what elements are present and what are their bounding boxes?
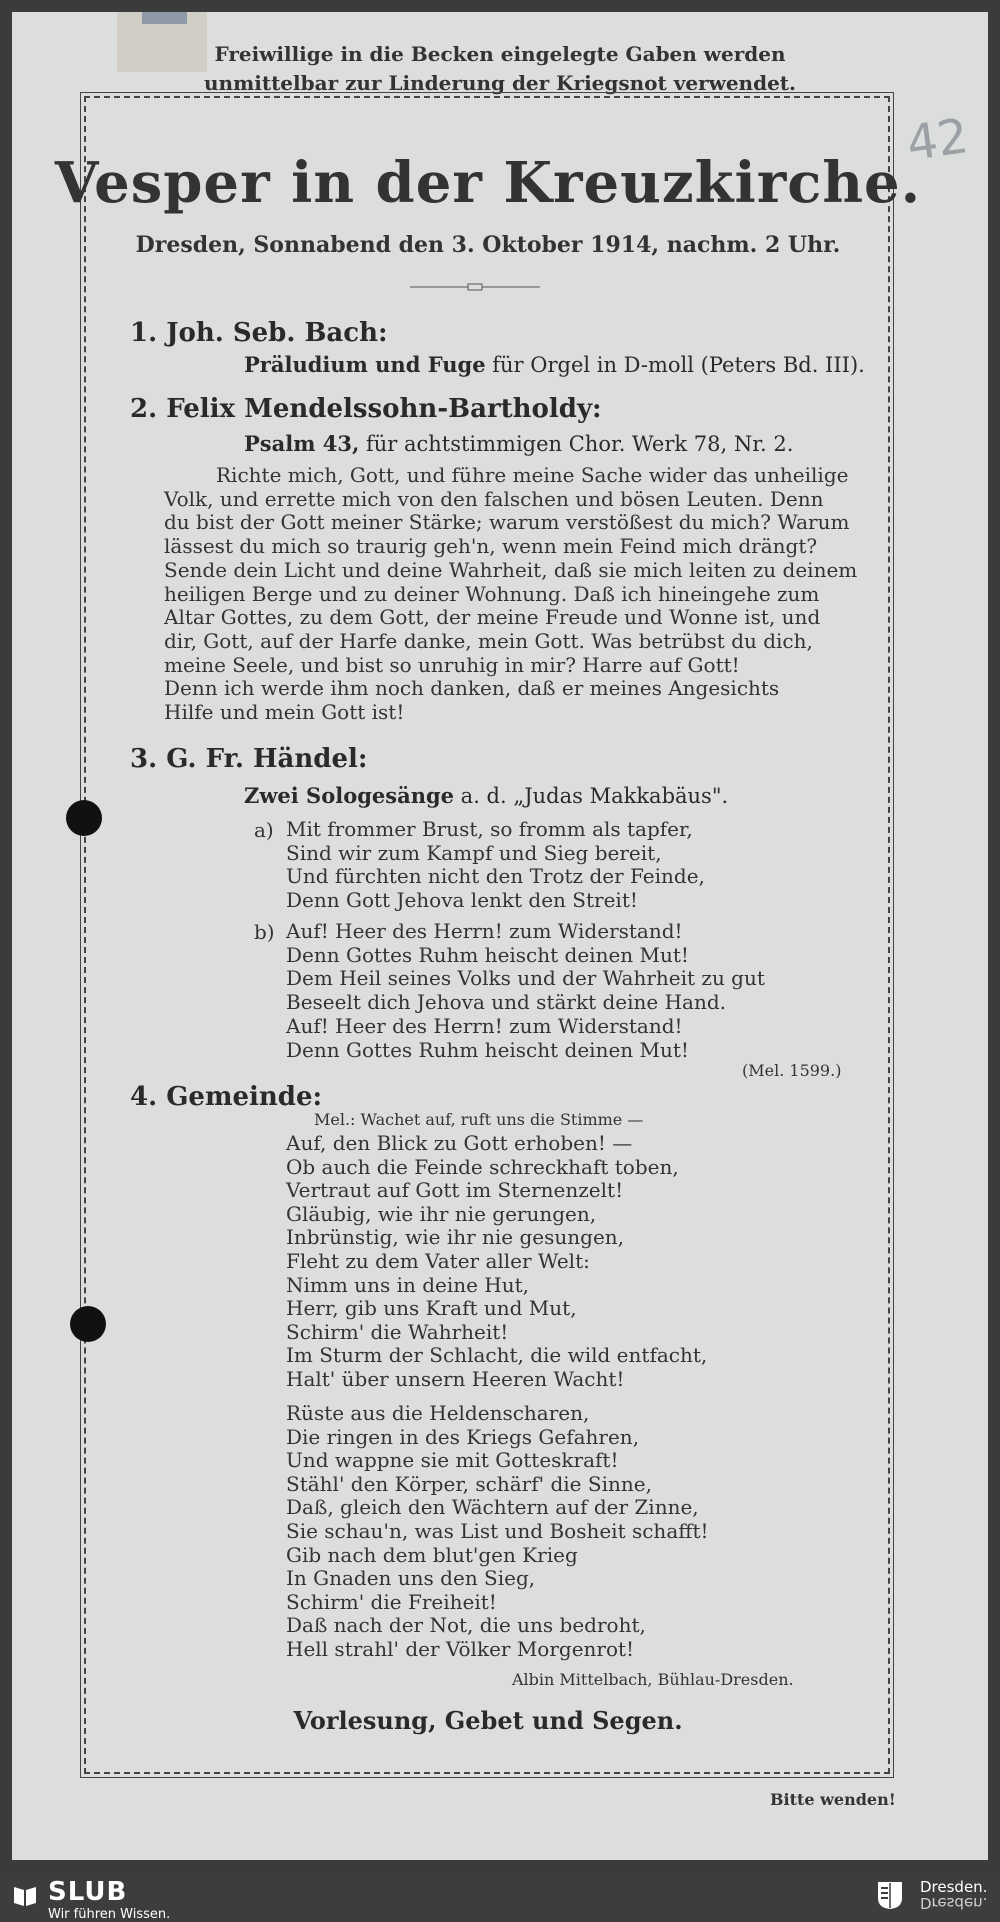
verse-b-label: b) (254, 920, 275, 944)
tape-label (142, 12, 187, 24)
melody-number: (Mel. 1599.) (742, 1061, 842, 1080)
psalm-text: Richte mich, Gott, und führe meine Sache wider das unheilige Volk, und errette mich von den falschen und bösen Leuten. Denn du bist der Gott meiner Stärke; warum verstößest du mich? Warum lässest du mich so traurig geh'n, wenn mein Feind mich drängt? Sende dein Licht und deine Wahrheit, daß sie mich leiten zu deinem heiligen Berge und zu deiner Wohnung. Daß ich hineingehe zum Altar Gottes, zu dem Gott, der meine Freude und Wonne ist, und dir, Gott, auf der Harfe danke, mein Gott. Was betrübst du dich, meine Seele, und bist so unruhig in mir? Harre auf Gott! Denn ich werde ihm noch danken, daß er meines Angesichts Hilfe und mein Gott ist! (164, 463, 858, 725)
page-title: Vesper in der Kreuzkirche. (54, 150, 922, 216)
item-4-heading: 4. Gemeinde: (130, 1082, 323, 1112)
hymn-stanza-1: Auf, den Blick zu Gott erhoben! — Ob auch die Feinde schreckhaft toben, Vertraut auf Gott im Sternenzelt! Gläubig, wie ihr nie gerungen, Inbrünstig, wie ihr nie gesungen, Fleht zu dem Vater aller Welt: Nimm uns in deine Hut, Herr, gib uns Kraft und Mut, Schirm' die Wahrheit! Im Sturm der Schlacht, die wild entfacht, Halt' über unsern Heeren Wacht! (286, 1131, 708, 1391)
verse-a: Mit frommer Brust, so fromm als tapfer, Sind wir zum Kampf und Sieg bereit, Und fürchten nicht den Trotz der Feinde, Denn Gott Jehova lenkt den Streit! (286, 817, 705, 912)
donation-note: Freiwillige in die Becken eingelegte Gaben werden unmittelbar zur Linderung der Kriegsnot verwendet. (203, 42, 796, 95)
dresden-logo[interactable]: Dresden. Dresden. (920, 1878, 988, 1912)
item-3-work: Zwei Sologesänge a. d. „Judas Makkabäus". (244, 783, 729, 808)
punch-hole-top (66, 800, 102, 836)
divider-ornament (410, 282, 540, 292)
pencil-annotation: 42 (903, 108, 972, 172)
closing-line: Vorlesung, Gebet und Segen. (293, 1706, 683, 1735)
dresden-crest-icon (876, 1880, 904, 1910)
item-3-heading: 3. G. Fr. Händel: (130, 744, 368, 774)
verse-b: Auf! Heer des Herrn! zum Widerstand! Denn Gottes Ruhm heischt deinen Mut! Dem Heil seines Volks und der Wahrheit zu gut Beseelt dich Jehova und stärkt deine Hand. Auf! Heer des Herrn! zum Widerstand! Denn Gottes Ruhm heischt deinen Mut! (286, 919, 765, 1062)
hymn-author: Albin Mittelbach, Bühlau-Dresden. (512, 1670, 794, 1689)
slub-book-icon (12, 1882, 38, 1908)
melody-reference: Mel.: Wachet auf, ruft uns die Stimme — (314, 1110, 644, 1129)
verse-a-label: a) (254, 818, 274, 842)
item-1-heading: 1. Joh. Seb. Bach: (130, 318, 388, 348)
item-1-work: Präludium und Fuge für Orgel in D-moll (Peters Bd. III). (244, 352, 865, 377)
turn-page-note: Bitte wenden! (770, 1790, 896, 1809)
event-date: Dresden, Sonnabend den 3. Oktober 1914, nachm. 2 Uhr. (135, 232, 841, 258)
punch-hole-bottom (70, 1306, 106, 1342)
slub-logo[interactable]: SLUB Wir führen Wissen. (48, 1877, 171, 1922)
hymn-stanza-2: Rüste aus die Heldenscharen, Die ringen in des Kriegs Gefahren, Und wappne sie mit Gotteskraft! Stähl' den Körper, schärf' die Sinne, Daß, gleich den Wächtern auf der Zinne, Sie schau'n, was List und Bosheit schafft! Gib nach dem blut'gen Krieg In Gnaden uns den Sieg, Schirm' die Freiheit! Daß nach der Not, die uns bedroht, Hell strahl' der Völker Morgenrot! (286, 1401, 709, 1661)
item-2-work: Psalm 43, für achtstimmigen Chor. Werk 78, Nr. 2. (244, 431, 794, 456)
item-2-heading: 2. Felix Mendelssohn-Bartholdy: (130, 394, 602, 424)
